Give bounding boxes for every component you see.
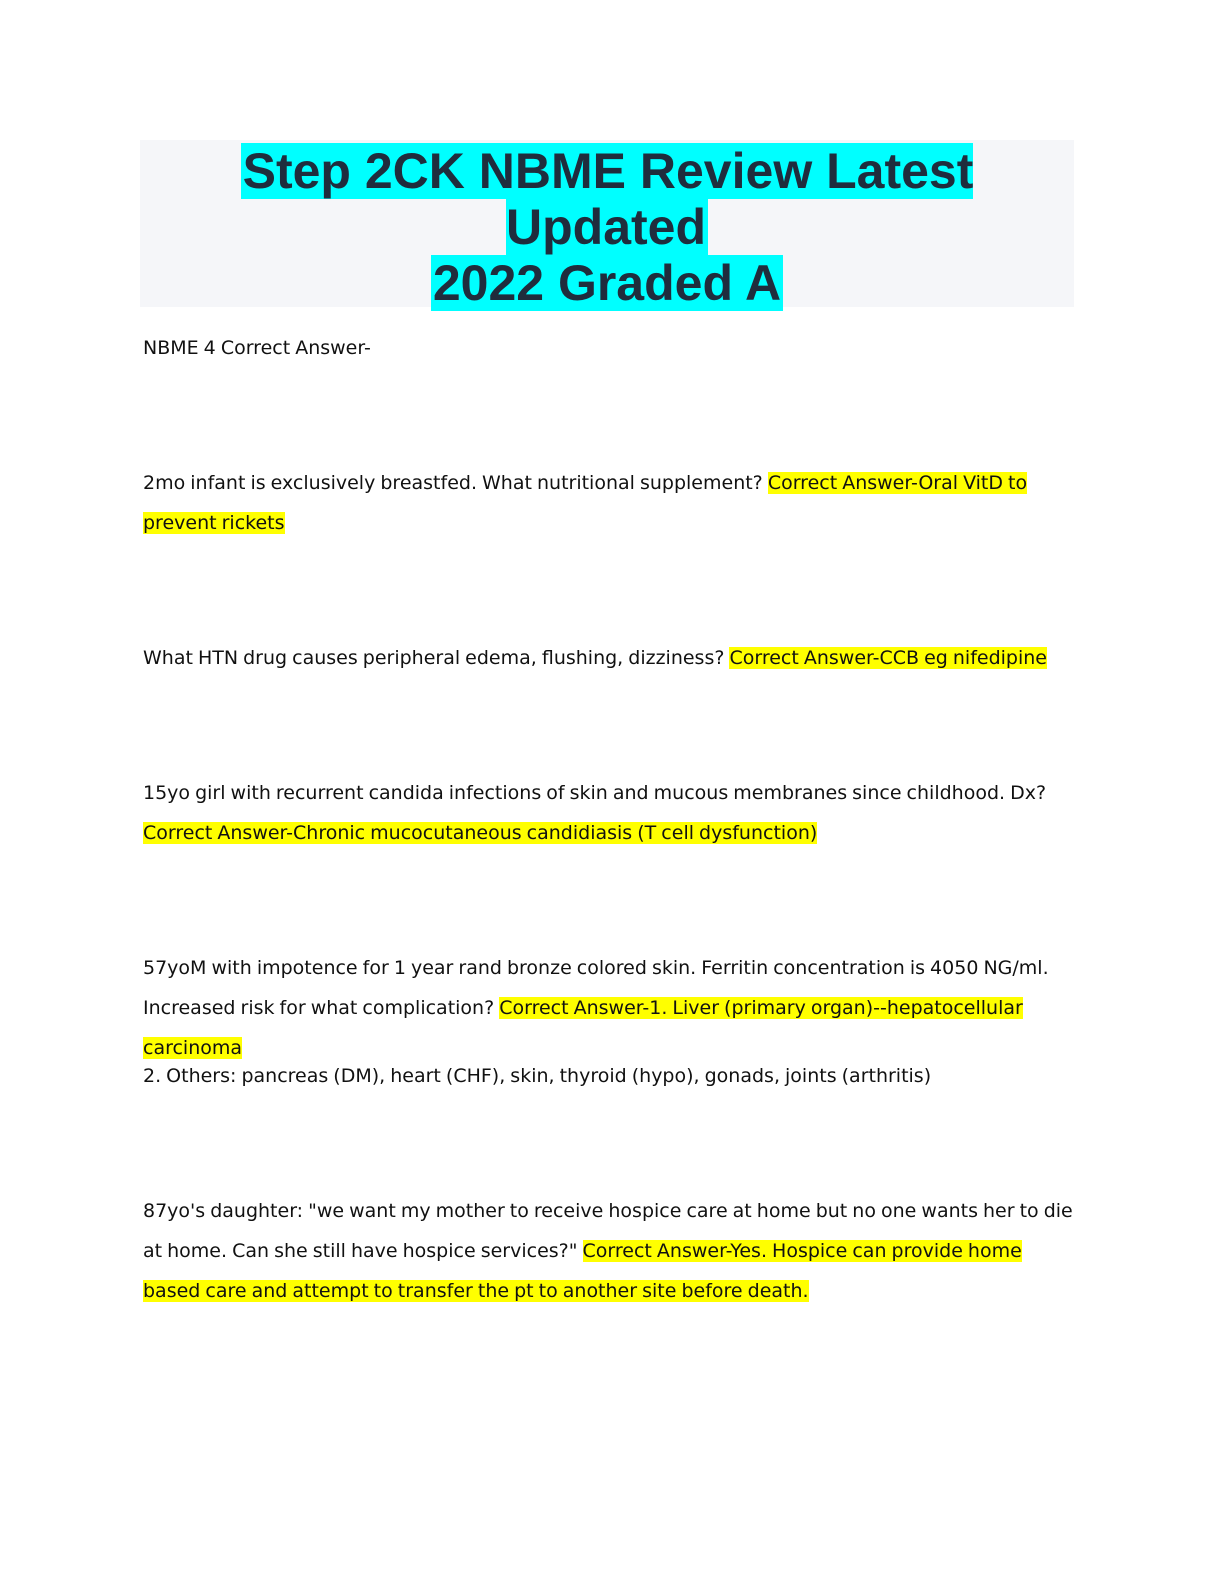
- qa-item-4-continuation: 2. Others: pancreas (DM), heart (CHF), skin, thyroid (hypo), gonads, joints (arthritis): [143, 1065, 932, 1087]
- question-2: What HTN drug causes peripheral edema, flushing, dizziness?: [143, 647, 730, 669]
- qa-item-4: [143, 948, 1083, 1068]
- question-1: 2mo infant is exclusively breastfed. What nutritional supplement?: [143, 472, 768, 494]
- document-title: [140, 143, 1074, 311]
- intro-text: NBME 4 Correct Answer-: [143, 337, 371, 359]
- answer-3: Correct Answer-Chronic mucocutaneous candidiasis (T cell dysfunction): [143, 822, 818, 844]
- qa-item-3: [143, 773, 1083, 853]
- answer-5: Correct Answer-Yes. Hospice can provide home based care and attempt to transfer the pt to another site before death.: [143, 1240, 1022, 1302]
- question-5: 87yo's daughter: "we want my mother to receive hospice care at home but no one wants her to die at home. Can she still have hospice services?": [143, 1200, 1073, 1262]
- qa-item-1: [143, 463, 1083, 543]
- answer-4: Correct Answer-1. Liver (primary organ)--hepatocellular carcinoma: [143, 997, 1023, 1059]
- question-4: 57yoM with impotence for 1 year rand bronze colored skin. Ferritin concentration is 4050 NG/ml. Increased risk for what complication?: [143, 957, 1049, 1019]
- title-line-2: 2022 Graded A: [432, 255, 782, 311]
- answer-1: Correct Answer-Oral VitD to prevent rickets: [143, 472, 1028, 534]
- question-3: 15yo girl with recurrent candida infections of skin and mucous membranes since childhood. Dx?: [143, 782, 1047, 804]
- title-banner: [140, 140, 1074, 311]
- qa-item-5: [143, 1191, 1083, 1311]
- qa-item-2: [143, 638, 1083, 678]
- answer-2: Correct Answer-CCB eg nifedipine: [729, 647, 1047, 669]
- title-line-1: Step 2CK NBME Review Latest Updated: [242, 143, 974, 255]
